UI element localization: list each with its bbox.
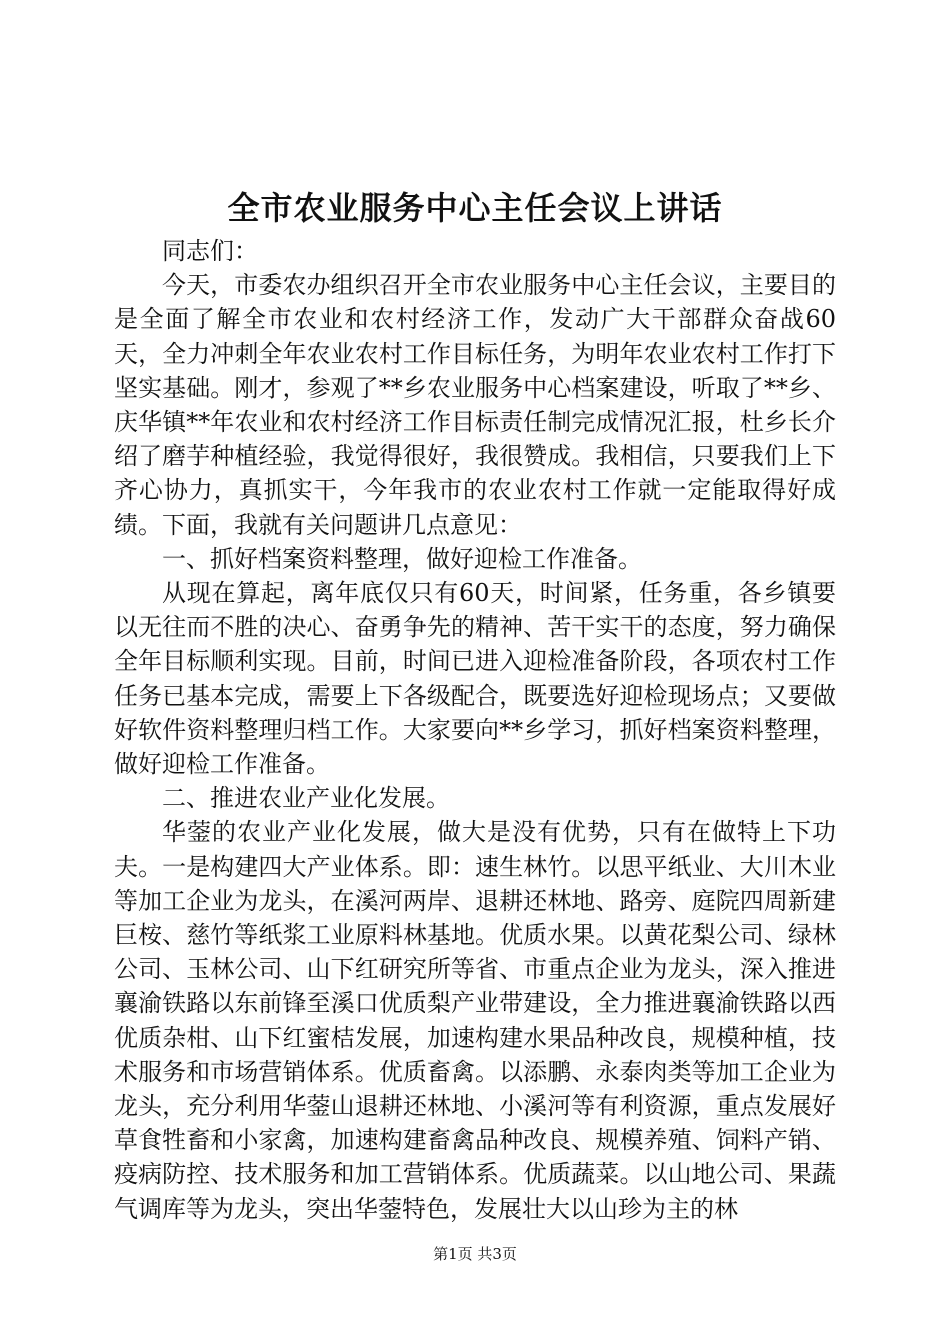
section-1-paragraph: 从现在算起，离年底仅只有60天，时间紧，任务重，各乡镇要以无往而不胜的决心、奋勇争先的精神、苦干实干的态度，努力确保全年目标顺利实现。目前，时间已进入迎检准备阶段，各项农村工作任务已基本完成，需要上下各级配合，既要选好迎检现场点；又要做好软件资料整理归档工作。大家要向**乡学习，抓好档案资料整理，做好迎检工作准备。	[114, 579, 836, 779]
document-title: 全市农业服务中心主任会议上讲话	[227, 189, 723, 227]
intro-paragraph: 今天，市委农办组织召开全市农业服务中心主任会议，主要目的是全面了解全市农业和农村经济工作，发动广大干部群众奋战60天，全力冲刺全年农业农村工作目标任务，为明年农业农村工作打下坚实基础。刚才，参观了**乡农业服务中心档案建设，听取了**乡、庆华镇**年农业和农村经济工作目标责任制完成情况汇报，杜乡长介绍了磨芋种植经验，我觉得很好，我很赞成。我相信，只要我们上下齐心协力，真抓实干，今年我市的农业农村工作就一定能取得好成绩。下面，我就有关问题讲几点意见：	[114, 271, 836, 539]
salutation: 同志们：	[162, 237, 258, 265]
section-2-paragraph: 华蓥的农业产业化发展，做大是没有优势，只有在做特上下功夫。一是构建四大产业体系。即：速生林竹。以思平纸业、大川木业等加工企业为龙头，在溪河两岸、退耕还林地、路旁、庭院四周新建巨桉、慈竹等纸浆工业原料林基地。优质水果。以黄花梨公司、绿林公司、玉林公司、山下红研究所等省、市重点企业为龙头，深入推进襄渝铁路以东前锋至溪口优质梨产业带建设，全力推进襄渝铁路以西优质杂柑、山下红蜜桔发展，加速构建水果品种改良，规模种植，技术服务和市场营销体系。优质畜禽。以添鹏、永泰肉类等加工企业为龙头，充分利用华蓥山退耕还林地、小溪河等有利资源，重点发展好草食牲畜和小家禽，加速构建畜禽品种改良、规模养殖、饲料产销、疫病防控、技术服务和加工营销体系。优质蔬菜。以山地公司、果蔬气调库等为龙头，突出华蓥特色，发展壮大以山珍为主的林	[114, 818, 836, 1223]
document-body	[114, 234, 836, 1226]
section-heading-2: 二、推进农业产业化发展。	[162, 784, 450, 813]
page-footer: 第1页 共3页	[433, 1245, 517, 1263]
section-heading-1: 一、抓好档案资料整理，做好迎检工作准备。	[162, 544, 642, 573]
